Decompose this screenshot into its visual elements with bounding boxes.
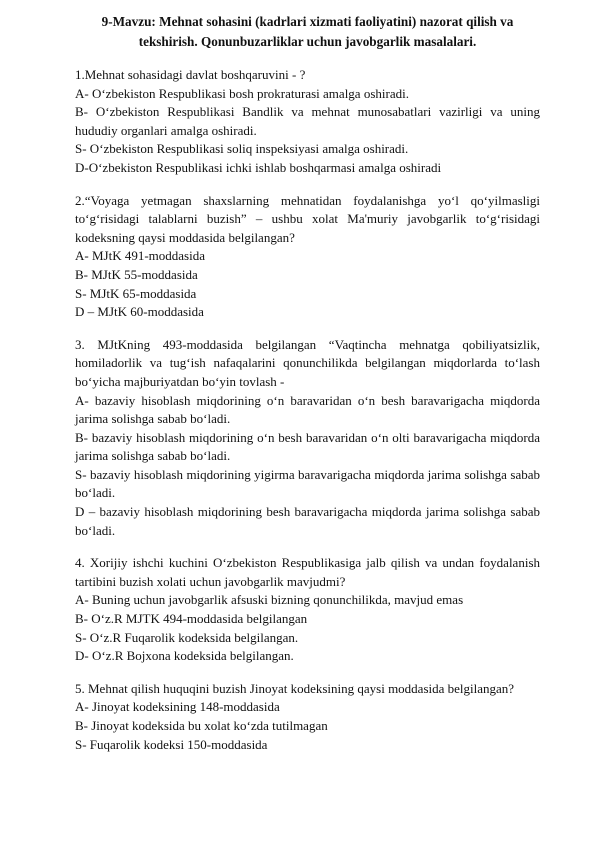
answer-option: D – MJtK 60-moddasida [75,304,204,320]
answer-option: A- Buning uchun javobgarlik afsuski bizning qonunchilikda, mavjud emas [75,592,464,608]
answer-option: B- bazaviy hisoblash miqdorining o‘n besh baravaridan o‘n olti baravarigacha miqdorda jarima solishga sabab bo‘ladi. [75,429,540,464]
document-title [75,12,540,52]
answer-option: A- bazaviy hisoblash miqdorining o‘n baravaridan o‘n besh baravarigacha miqdorda jarima solishga sabab bo‘ladi. [75,392,540,427]
answer-option: B- Jinoyat kodeksida bu xolat ko‘zda tutilmagan [75,718,328,733]
answer-option: B- MJtK 55-moddasida [75,266,198,282]
answer-option: B- O‘z.R MJTK 494-moddasida belgilangan [75,611,308,627]
question-block-5 [75,680,540,754]
answer-option: A- MJtK 491-moddasida [75,248,205,264]
question-block-4 [75,554,540,666]
title-line-1: 9-Mavzu: Mehnat sohasini (kadrlari xizmati faoliyatini) nazorat qilish va [101,14,514,29]
answer-option: S- O‘zbekiston Respublikasi soliq inspeksiyasi amalga oshiradi. [75,141,409,157]
question-text: 1.Mehnat sohasidagi davlat boshqaruvini - ? [75,67,306,82]
answer-option: S- MJtK 65-moddasida [75,285,197,301]
answer-option: D – bazaviy hisoblash miqdorining besh baravarigacha miqdorda jarima solishga sabab bo‘ladi. [75,504,540,538]
answer-option: S- O‘z.R Fuqarolik kodeksida belgilangan. [75,629,299,645]
question-block-3 [75,336,540,541]
answer-option: S- Fuqarolik kodeksi 150-moddasida [75,736,268,752]
question-text: 3. MJtKning 493-moddasida belgilangan “Vaqtincha mehnatga qobiliyatsizlik, homiladorlik va tug‘ish nafaqalarini qonunchilikda belgilangan miqdorlarda to‘lash bo‘yicha majburiyatdan bo‘yin tovlash - [75,336,540,389]
question-text: 5. Mehnat qilish huquqini buzish Jinoyat kodeksining qaysi moddasida belgilangan? [75,680,515,696]
question-text: 2.“Voyaga yetmagan shaxslarning mehnatidan foydalanishga yo‘l qo‘yilmasligi to‘g‘risidagi talablarni buzish” – ushbu xolat Ma'muriy javobgarlik to‘g‘risidagi kodeksning qaysi moddasida belgilangan? [75,192,540,245]
answer-option: B- O‘zbekiston Respublikasi Bandlik va mehnat munosabatlari vazirligi va uning hududiy organlari amalga oshiradi. [75,104,540,138]
answer-option: S- bazaviy hisoblash miqdorining yigirma baravarigacha miqdorda jarima solishga sabab bo‘ladi. [75,466,540,501]
question-block-1 [75,66,540,178]
answer-option: D-O‘zbekiston Respublikasi ichki ishlab boshqarmasi amalga oshiradi [75,159,442,175]
title-line-2: tekshirish. Qonunbuzarliklar uchun javobgarlik masalalari. [138,34,477,49]
answer-option: D- O‘z.R Bojxona kodeksida belgilangan. [75,648,294,664]
answer-option: A- Jinoyat kodeksining 148-moddasida [75,699,280,715]
question-text: 4. Xorijiy ishchi kuchini O‘zbekiston Respublikasiga jalb qilish va undan foydalanish tartibini buzish xolati uchun javobgarlik mavjudmi? [75,555,540,589]
question-block-2 [75,192,540,322]
answer-option: A- O‘zbekiston Respublikasi bosh prokraturasi amalga oshiradi. [75,85,409,101]
